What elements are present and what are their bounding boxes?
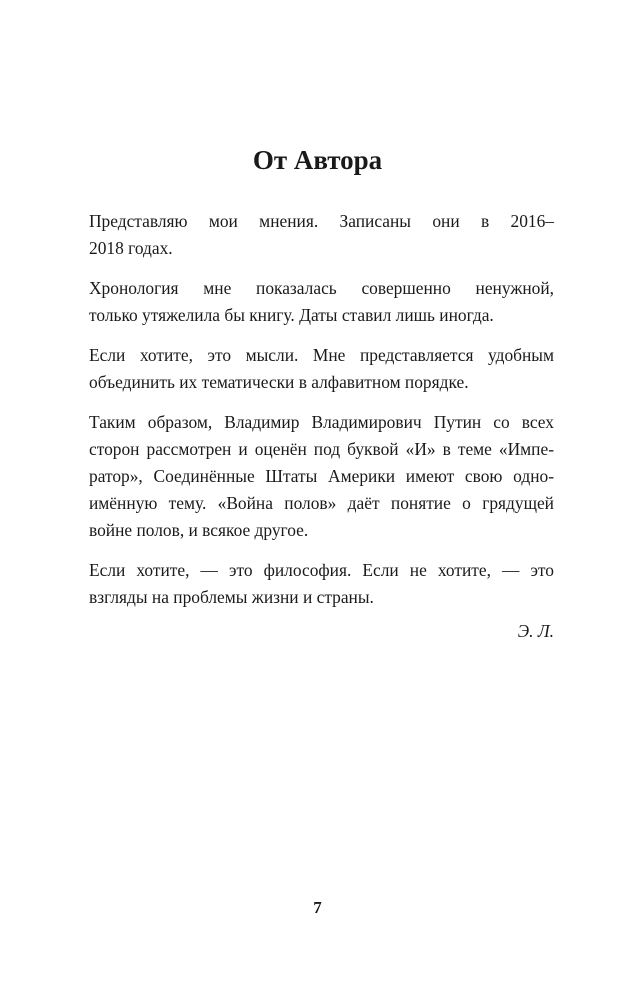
text-line: ратор», Соединённые Штаты Америки имеют свою одно- [89, 466, 554, 486]
page-title: От Автора [252, 145, 383, 175]
text-line: Если хотите, это мысли. Мне представляется удобным [89, 345, 554, 365]
text-line: 2018 годах. [89, 238, 173, 258]
text-line: Хронология мне показалась совершенно ненужной, [89, 278, 554, 298]
paragraph-1 [89, 208, 554, 262]
text-line: имённую тему. «Война полов» даёт понятие о грядущей [89, 493, 554, 513]
text-line: войне полов, и всякое другое. [89, 520, 309, 540]
page-number: 7 [313, 898, 322, 917]
author-signature: Э. Л. [517, 621, 554, 641]
paragraph-4 [89, 409, 554, 544]
text-line: объединить их тематически в алфавитном порядке. [89, 372, 469, 392]
text-line: Представляю мои мнения. Записаны они в 2016– [89, 211, 554, 231]
body-text [89, 208, 554, 645]
text-line: Таким образом, Владимир Владимирович Путин со всех [89, 412, 554, 432]
text-line: Если хотите, — это философия. Если не хотите, — это [89, 560, 554, 580]
paragraph-5 [89, 557, 554, 611]
text-line: только утяжелила бы книгу. Даты ставил лишь иногда. [89, 305, 494, 325]
paragraph-2 [89, 275, 554, 329]
paragraph-3 [89, 342, 554, 396]
text-line: взгляды на проблемы жизни и страны. [89, 587, 374, 607]
text-line: сторон рассмотрен и оценён под буквой «И» в теме «Импе- [89, 439, 554, 459]
